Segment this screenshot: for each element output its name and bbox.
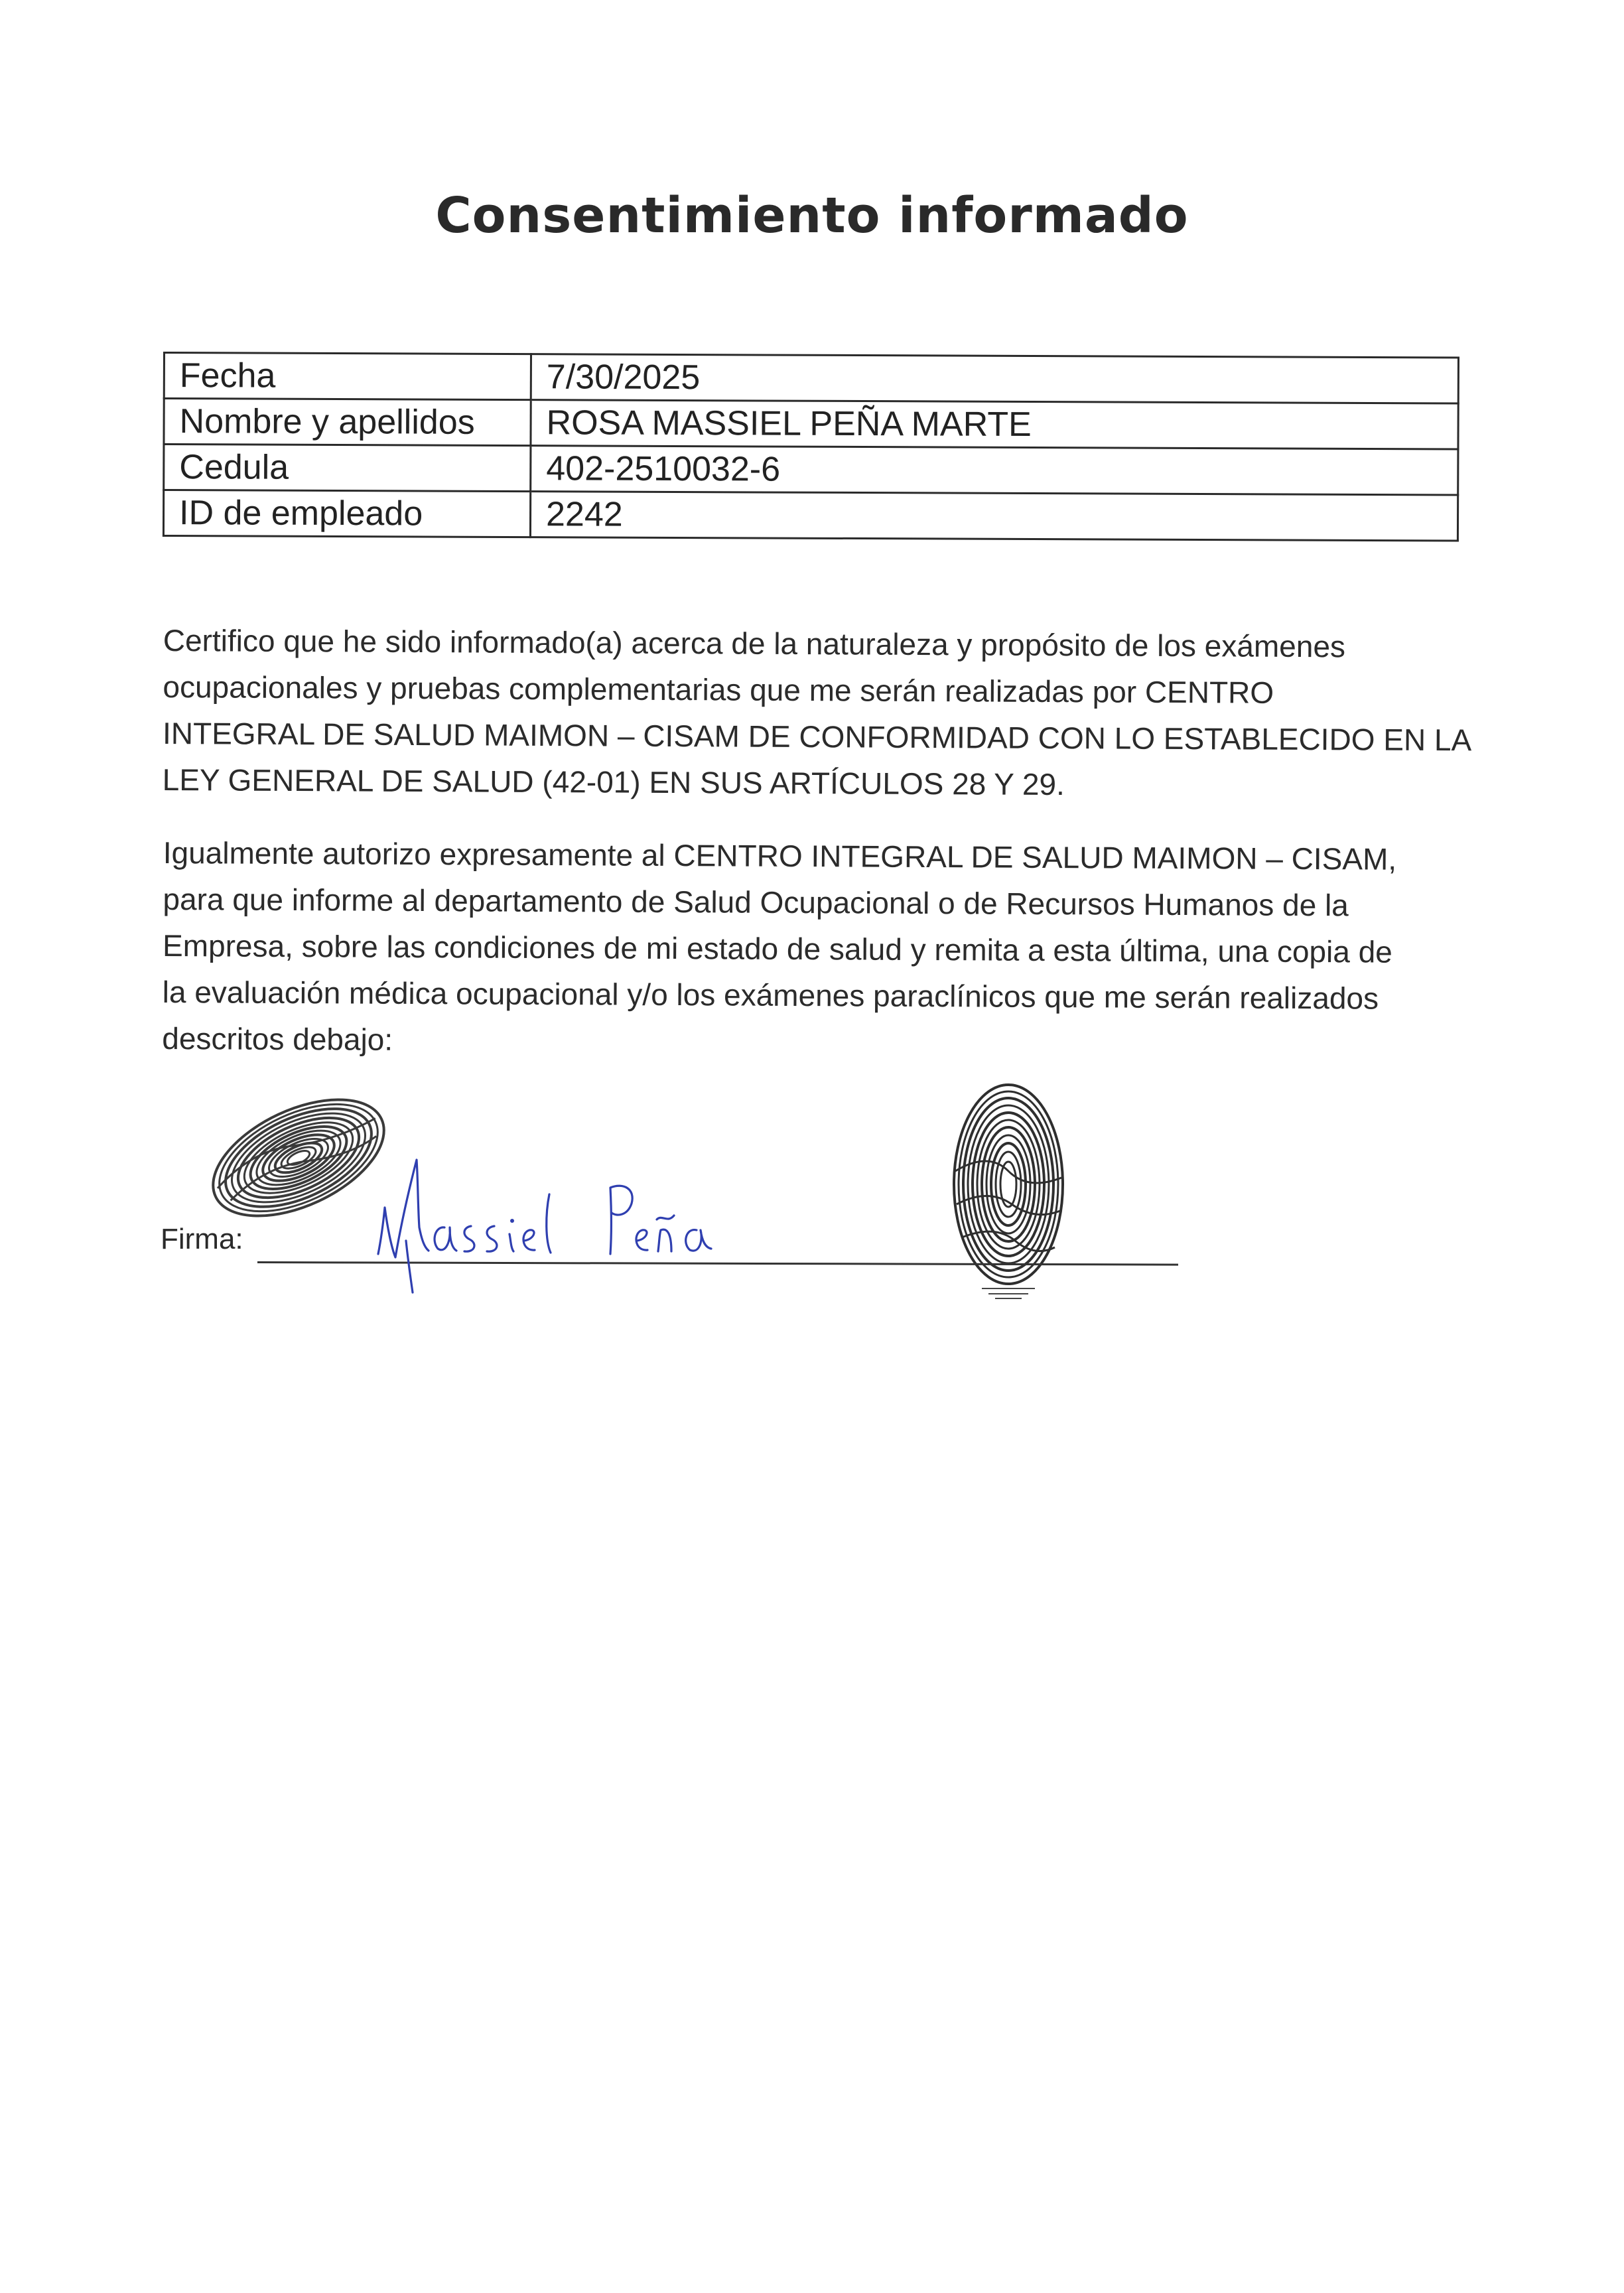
personal-info-table xyxy=(163,352,1459,542)
field-label-cedula: Cedula xyxy=(164,445,531,492)
certification-paragraph xyxy=(162,617,1472,809)
paragraph-line: la evaluación médica ocupacional y/o los exámenes paraclínicos que me serán realizados xyxy=(162,974,1379,1016)
signature-label: Firma: xyxy=(161,1223,243,1255)
field-label-id-empleado: ID de empleado xyxy=(163,490,530,537)
field-value-id-empleado: 2242 xyxy=(530,492,1457,541)
field-label-nombre: Nombre y apellidos xyxy=(164,399,531,446)
paragraph-line: Empresa, sobre las condiciones de mi estado de salud y remita a esta última, una copia de xyxy=(162,928,1392,969)
paragraph-line: INTEGRAL DE SALUD MAIMON – CISAM DE CONFORMIDAD CON LO ESTABLECIDO EN LA xyxy=(162,715,1472,758)
fingerprint-icon xyxy=(935,1075,1081,1304)
table-row xyxy=(164,353,1458,403)
handwritten-signature xyxy=(372,1141,756,1304)
paragraph-line: para que informe al departamento de Salud Ocupacional o de Recursos Humanos de la xyxy=(163,881,1349,923)
table-row xyxy=(164,399,1458,449)
field-value-fecha: 7/30/2025 xyxy=(531,354,1458,403)
paragraph-line: descritos debajo: xyxy=(162,1020,393,1057)
field-value-cedula: 402-2510032-6 xyxy=(531,446,1458,495)
table-row xyxy=(164,445,1458,495)
table-row xyxy=(163,490,1457,541)
paragraph-line: Certifico que he sido informado(a) acerca de la naturaleza y propósito de los exámenes xyxy=(163,622,1346,664)
paragraph-line: Igualmente autorizo expresamente al CENTRO INTEGRAL DE SALUD MAIMON – CISAM, xyxy=(163,835,1397,876)
field-value-nombre: ROSA MASSIEL PEÑA MARTE xyxy=(531,400,1458,449)
authorization-paragraph xyxy=(162,829,1463,1068)
field-label-fecha: Fecha xyxy=(164,353,531,400)
paragraph-line: LEY GENERAL DE SALUD (42-01) EN SUS ARTÍCULOS 28 Y 29. xyxy=(162,762,1065,802)
paragraph-line: ocupacionales y pruebas complementarias que me serán realizadas por CENTRO xyxy=(163,669,1274,710)
document-title: Consentimiento informado xyxy=(435,187,1189,244)
